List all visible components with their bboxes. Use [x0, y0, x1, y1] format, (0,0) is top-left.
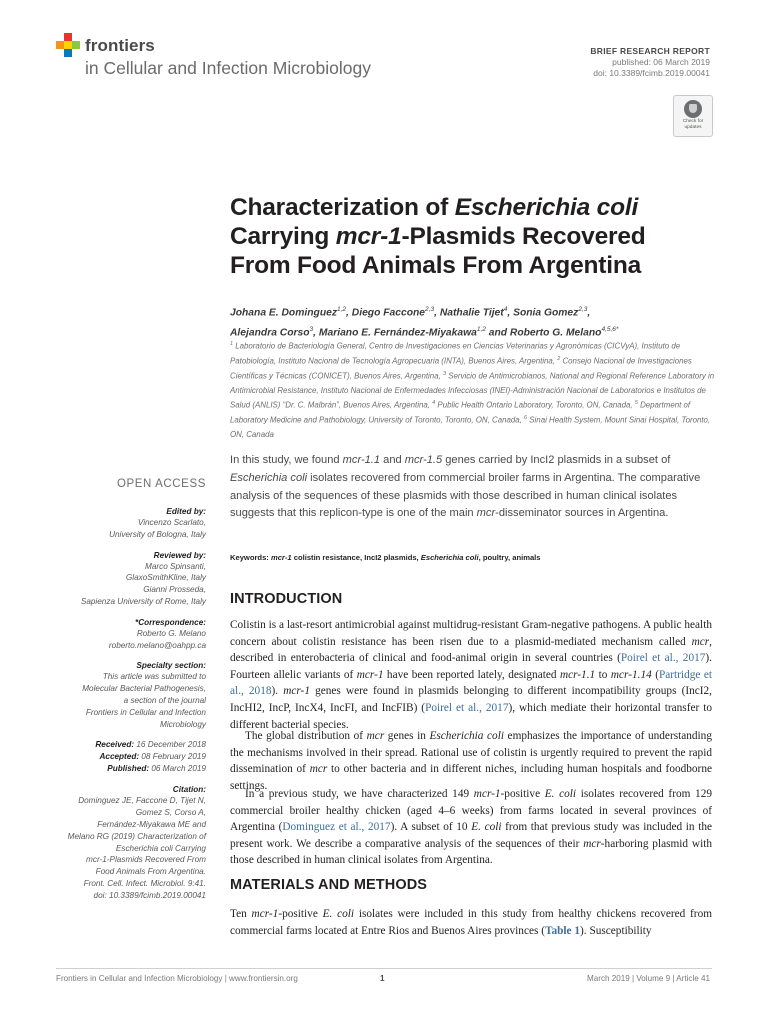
affiliations: $^1$ Laboratorio de Bacteriología General, Centro de Investigaciones en Ciencias Veterinarias y Agronómicas (CICVyA), Instituto de Patobiología, Instituto Nacional de Tecnología Agropecuaria (INTA), Buenos Aires, Argentina, $^2$ Consejo Nacional de Investigaciones Científicas y Técnicas (CONICET), Buenos Aires, Argentina, $^3$ Servicio de Antimicrobianos, National and Regional Reference Laboratory in Antimicrobial Resistance, Instituto Nacional de Enfermedades Infecciosas (INEI)-Administración Nacional de Laboratorios e Institutos de Salud (ANLIS) “Dr. C. Malbrán”, Buenos Aires, Argentina, $^4$ Public Health Ontario Laboratory, Toronto, ON, Canada, $^5$ Department of Laboratory Medicine and Pathobiology, University of Toronto, Toronto, ON, Canada, $^6$ Sinai Health System, Mount Sinai Hospital, Toronto, ON, Canada	[230, 341, 715, 439]
journal-name: in Cellular and Infection Microbiology	[85, 58, 371, 78]
brand-name: frontiers	[85, 36, 155, 55]
citation-link[interactable]: Partridge et al., 2018	[230, 668, 712, 698]
check-updates-label: Check for updates	[682, 119, 704, 130]
article-meta	[590, 46, 710, 79]
reviewer-name[interactable]: Gianni Prosseda,	[143, 585, 206, 595]
author-list: Johana E. Dominguez$^{1,2}$, Diego Faccone$^{2,3}$, Nathalie Tijet$^4$, Sonia Gomez$^{2,3}$, Alejandra Corso$^3$, Mariano E. Fernández-Miyakawa$^{1,2}$ and Roberto G. Melano$^{4,5,6*}$	[230, 306, 619, 339]
reviewer-affiliation: Sapienza University of Rome, Italy	[80, 596, 206, 606]
citation-link[interactable]: Dominguez et al., 2017	[282, 821, 391, 834]
abstract: In this study, we found mcr-1.1 and mcr-1.5 genes carried by IncI2 plasmids in a subset of Escherichia coli isolates recovered from commercial broiler farms in Argentina. The comparative analysis of the sequences of these plasmids with those described in human clinical isolates suggests that this replicon-type is one of the main mcr-disseminator sources in Argentina.	[230, 454, 701, 520]
frontiers-logo-icon	[56, 33, 82, 59]
methods-paragraph: Ten mcr-1-positive E. coli isolates were included in this study from healthy chickens recovered from commercial farms located at Entre Rios and Buenos Aires provinces (Table 1). Susceptibility	[230, 908, 713, 937]
bookmark-icon	[684, 100, 702, 118]
open-access-label: OPEN ACCESS	[116, 478, 206, 490]
author[interactable]: Roberto G. Melano	[509, 327, 602, 339]
check-for-updates-button[interactable]	[673, 95, 713, 137]
author[interactable]: Mariano E. Fernández-Miyakawa	[318, 327, 477, 339]
citation-line: mcr-1-Plasmids Recovered From	[86, 855, 206, 865]
author[interactable]: Nathalie Tijet	[439, 307, 504, 319]
citation-line: Front. Cell. Infect. Microbiol. 9:41.	[83, 878, 206, 888]
edited-by-label: Edited by:	[166, 507, 206, 516]
introduction-paragraph: In a previous study, we have characterized 149 mcr-1-positive E. coli isolates recovered from 129 commercial broiler healthy chicken (aged 4–6 weeks) from farms located in several provinces of Argentina (Dominguez et al., 2017). A subset of 10 E. coli from that previous study was included in the present work. We describe a comparative analysis of the sequences of their mcr-harboring plasmid with those described in human clinical isolates from Argentina.	[230, 788, 712, 867]
author[interactable]: Sonia Gomez	[513, 307, 579, 319]
correspondence-name: Roberto G. Melano	[136, 628, 206, 638]
specialty-line: Frontiers in Cellular and Infection	[85, 707, 206, 717]
correspondence-label: *Correspondence:	[135, 617, 206, 627]
article-title: Characterization of Escherichia coli Carrying mcr-1-Plasmids Recovered From Food Animals From Argentina	[230, 194, 646, 279]
keywords: Keywords: mcr-1 colistin resistance, IncI2 plasmids, Escherichia coli, poultry, animals	[230, 553, 541, 562]
journal-logo	[56, 30, 386, 82]
methods-heading: MATERIALS AND METHODS	[230, 877, 428, 893]
doi[interactable]: doi: 10.3389/fcimb.2019.00041	[593, 68, 710, 78]
published-date: published: 06 March 2019	[612, 57, 710, 67]
accepted-date: Accepted: 08 February 2019	[99, 752, 206, 762]
correspondence-email[interactable]: roberto.melano@oahpp.ca	[108, 640, 206, 650]
citation-line: Escherichia coli Carrying	[115, 843, 206, 853]
published-date-sidebar: Published: 06 March 2019	[107, 764, 206, 774]
page-number: 1	[380, 974, 385, 983]
citation-link[interactable]: Poirel et al., 2017	[620, 652, 706, 665]
reviewed-by-label: Reviewed by:	[153, 550, 206, 560]
specialty-line: This article was submitted to	[102, 672, 206, 682]
author[interactable]: Diego Faccone	[351, 307, 426, 319]
citation-line: Food Animals From Argentina.	[95, 867, 206, 877]
article-info-sidebar	[56, 478, 206, 902]
introduction-paragraph: The global distribution of mcr genes in Escherichia coli emphasizes the importance of understanding the mechanisms involved in their spread. Rational use of colistin is urgently required to prevent the rapid dissemination of mcr to other bacteria and in different niches, including human hospitals and foodborne settings.	[230, 730, 712, 792]
editor-name[interactable]: Vincenzo Scarlato,	[137, 518, 206, 527]
specialty-line: a section of the journal	[123, 695, 206, 705]
author[interactable]: Johana E. Dominguez	[230, 307, 337, 319]
footer-divider	[56, 968, 712, 969]
citation-doi[interactable]: doi: 10.3389/fcimb.2019.00041	[93, 890, 206, 900]
editor-affiliation: University of Bologna, Italy	[109, 529, 206, 539]
specialty-section-label: Specialty section:	[136, 661, 206, 671]
citation-label: Citation:	[172, 785, 206, 795]
specialty-line: Molecular Bacterial Pathogenesis,	[82, 684, 206, 694]
citation-line: Melano RG (2019) Characterization of	[67, 831, 206, 841]
article-type: BRIEF RESEARCH REPORT	[590, 46, 710, 56]
citation-line: Gomez S, Corso A,	[135, 808, 206, 818]
specialty-line: Microbiology	[160, 719, 206, 729]
introduction-heading: INTRODUCTION	[230, 591, 343, 607]
footer-journal[interactable]: Frontiers in Cellular and Infection Microbiology | www.frontiersin.org	[56, 974, 298, 983]
reviewer-affiliation: GlaxoSmithKline, Italy	[125, 573, 206, 583]
reviewer-name[interactable]: Marco Spinsanti,	[145, 561, 206, 571]
footer-issue: March 2019 | Volume 9 | Article 41	[587, 974, 710, 983]
citation-line: Dominguez JE, Faccone D, Tijet N,	[78, 796, 206, 806]
citation-line: Fernández-Miyakawa ME and	[97, 819, 206, 829]
citation-link[interactable]: Poirel et al., 2017	[425, 701, 509, 714]
author[interactable]: Alejandra Corso	[230, 327, 310, 339]
table-link[interactable]: Table 1	[544, 924, 581, 937]
introduction-paragraph: Colistin is a last-resort antimicrobial against multidrug-resistant Gram-negative pathogens. A public health concern about colistin resistance has been risen due to a plasmid-mediated mechanism called mcr, described in enterobacteria of clinical and food-animal origin in several countries (Poirel et al., 2017). Fourteen allelic variants of mcr-1 have been reported lately, designated mcr-1.1 to mcr-1.14 (Partridge et al., 2018). mcr-1 genes were found in plasmids belonging to different incompatibility groups (IncI2, IncHI2, IncP, IncX4, IncFI, and IncFIB) (Poirel et al., 2017), which mediate their horizontal transfer to different bacterial species.	[230, 619, 712, 731]
received-date: Received: 16 December 2018	[95, 740, 206, 750]
